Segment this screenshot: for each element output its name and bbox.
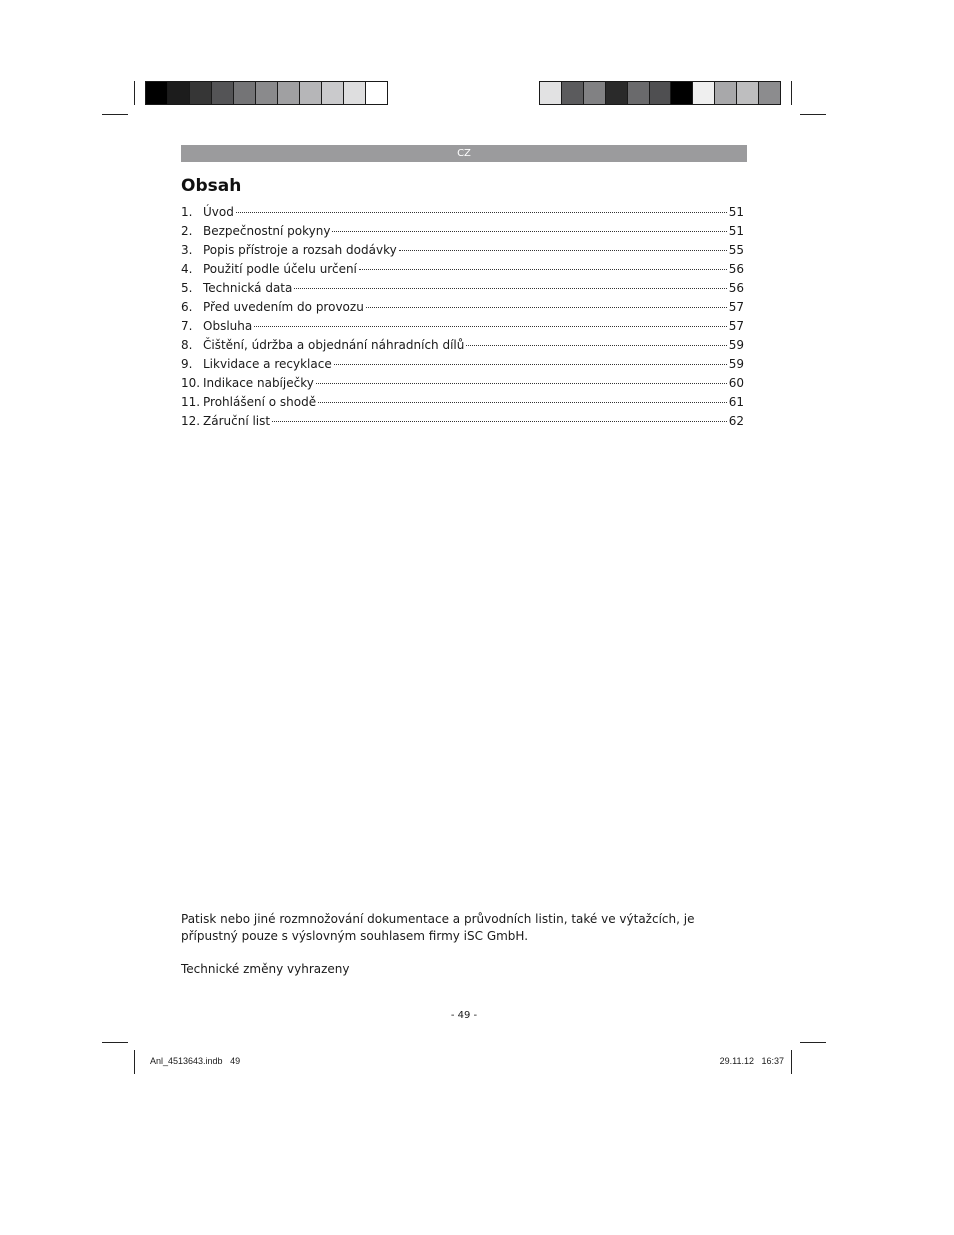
- toc-entry-title: Popis přístroje a rozsah dodávky: [203, 243, 397, 257]
- toc-entry-title: Prohlášení o shodě: [203, 395, 317, 409]
- toc-entry-page: 57: [728, 319, 744, 333]
- page-number: - 49 -: [450, 1010, 478, 1021]
- toc-entry-page: 51: [728, 224, 744, 238]
- color-swatch: [715, 82, 737, 104]
- toc-entry-number: 3.: [181, 243, 193, 257]
- color-control-bar-right: [539, 81, 781, 105]
- toc-entry-number: 11.: [181, 395, 201, 409]
- toc-entry[interactable]: [181, 298, 744, 317]
- color-swatch: [212, 82, 234, 104]
- color-swatch: [344, 82, 366, 104]
- toc-entry-title: Před uvedením do provozu: [203, 300, 364, 314]
- color-swatch: [584, 82, 606, 104]
- crop-mark-top-right-horizontal: [800, 114, 826, 115]
- footer-file-slug: Anl_4513643.indb 49: [150, 1056, 241, 1066]
- toc-entry-page: 51: [728, 205, 744, 219]
- table-of-contents: [181, 203, 744, 431]
- crop-mark-bottom-left-vertical: [134, 1050, 135, 1074]
- color-swatch: [322, 82, 344, 104]
- toc-entry[interactable]: [181, 393, 744, 412]
- color-swatch: [562, 82, 584, 104]
- color-swatch: [737, 82, 759, 104]
- toc-entry-page: 56: [728, 262, 744, 276]
- language-header-bar: CZ: [181, 145, 747, 162]
- toc-dot-leader: [399, 249, 727, 251]
- toc-entry-title: Technická data: [203, 281, 293, 295]
- color-swatch: [650, 82, 672, 104]
- toc-entry-number: 6.: [181, 300, 193, 314]
- crop-mark-top-right-vertical: [791, 81, 792, 105]
- color-swatch: [540, 82, 562, 104]
- crop-mark-bottom-right-horizontal: [800, 1042, 826, 1043]
- toc-entry-number: 9.: [181, 357, 193, 371]
- color-swatch: [146, 82, 168, 104]
- toc-entry-page: 60: [728, 376, 744, 390]
- color-swatch: [168, 82, 190, 104]
- toc-entry-title: Likvidace a recyklace: [203, 357, 332, 371]
- color-swatch: [190, 82, 212, 104]
- technical-changes-note: Technické změny vyhrazeny: [181, 962, 350, 976]
- toc-entry-page: 62: [728, 414, 744, 428]
- copyright-notice: Patisk nebo jiné rozmnožování dokumentace a průvodních listin, také ve výtažcích, je přípustný pouze s výslovným souhlasem firmy iSC GmbH.: [181, 912, 695, 943]
- color-swatch: [278, 82, 300, 104]
- toc-entry-number: 7.: [181, 319, 193, 333]
- color-swatch: [366, 82, 387, 104]
- color-swatch: [759, 82, 780, 104]
- toc-entry-page: 57: [728, 300, 744, 314]
- color-swatch: [234, 82, 256, 104]
- toc-entry-number: 5.: [181, 281, 193, 295]
- toc-entry-page: 61: [728, 395, 744, 409]
- toc-entry-title: Záruční list: [203, 414, 271, 428]
- toc-dot-leader: [236, 211, 727, 213]
- toc-entry-number: 2.: [181, 224, 193, 238]
- toc-entry-page: 59: [728, 338, 744, 352]
- toc-entry-title: Obsluha: [203, 319, 253, 333]
- toc-dot-leader: [318, 401, 727, 403]
- toc-entry-page: 59: [728, 357, 744, 371]
- toc-entry[interactable]: [181, 222, 744, 241]
- toc-entry-page: 55: [728, 243, 744, 257]
- toc-entry[interactable]: [181, 241, 744, 260]
- toc-entry-number: 12.: [181, 414, 201, 428]
- toc-dot-leader: [466, 344, 726, 346]
- color-swatch: [693, 82, 715, 104]
- toc-entry[interactable]: [181, 355, 744, 374]
- toc-entry[interactable]: [181, 412, 744, 431]
- toc-dot-leader: [316, 382, 727, 384]
- toc-entry[interactable]: [181, 317, 744, 336]
- color-swatch: [606, 82, 628, 104]
- toc-dot-leader: [254, 325, 727, 327]
- toc-entry-title: Použití podle účelu určení: [203, 262, 357, 276]
- toc-dot-leader: [272, 420, 727, 422]
- crop-mark-top-left-vertical: [134, 81, 135, 105]
- toc-entry-number: 4.: [181, 262, 193, 276]
- toc-entry[interactable]: [181, 260, 744, 279]
- toc-entry-title: Úvod: [203, 205, 234, 219]
- toc-entry-number: 10.: [181, 376, 201, 390]
- toc-entry-page: 56: [728, 281, 744, 295]
- toc-entry-number: 8.: [181, 338, 193, 352]
- page-title: Obsah: [181, 176, 242, 196]
- toc-dot-leader: [334, 363, 727, 365]
- toc-entry[interactable]: [181, 336, 744, 355]
- toc-entry[interactable]: [181, 279, 744, 298]
- toc-entry-title: Bezpečnostní pokyny: [203, 224, 331, 238]
- toc-entry[interactable]: [181, 374, 744, 393]
- toc-dot-leader: [359, 268, 727, 270]
- color-swatch: [256, 82, 278, 104]
- toc-entry-number: 1.: [181, 205, 193, 219]
- toc-dot-leader: [332, 230, 726, 232]
- toc-dot-leader: [294, 287, 726, 289]
- color-control-bar-left: [145, 81, 388, 105]
- crop-mark-bottom-left-horizontal: [102, 1042, 128, 1043]
- crop-mark-bottom-right-vertical: [791, 1050, 792, 1074]
- toc-dot-leader: [366, 306, 727, 308]
- crop-mark-top-left-horizontal: [102, 114, 128, 115]
- toc-entry-title: Čištění, údržba a objednání náhradních dílů: [203, 338, 465, 352]
- toc-entry-title: Indikace nabíječky: [203, 376, 314, 390]
- color-swatch: [300, 82, 322, 104]
- toc-entry[interactable]: [181, 203, 744, 222]
- color-swatch: [628, 82, 650, 104]
- footer-timestamp-slug: 29.11.12 16:37: [719, 1056, 784, 1066]
- color-swatch: [671, 82, 693, 104]
